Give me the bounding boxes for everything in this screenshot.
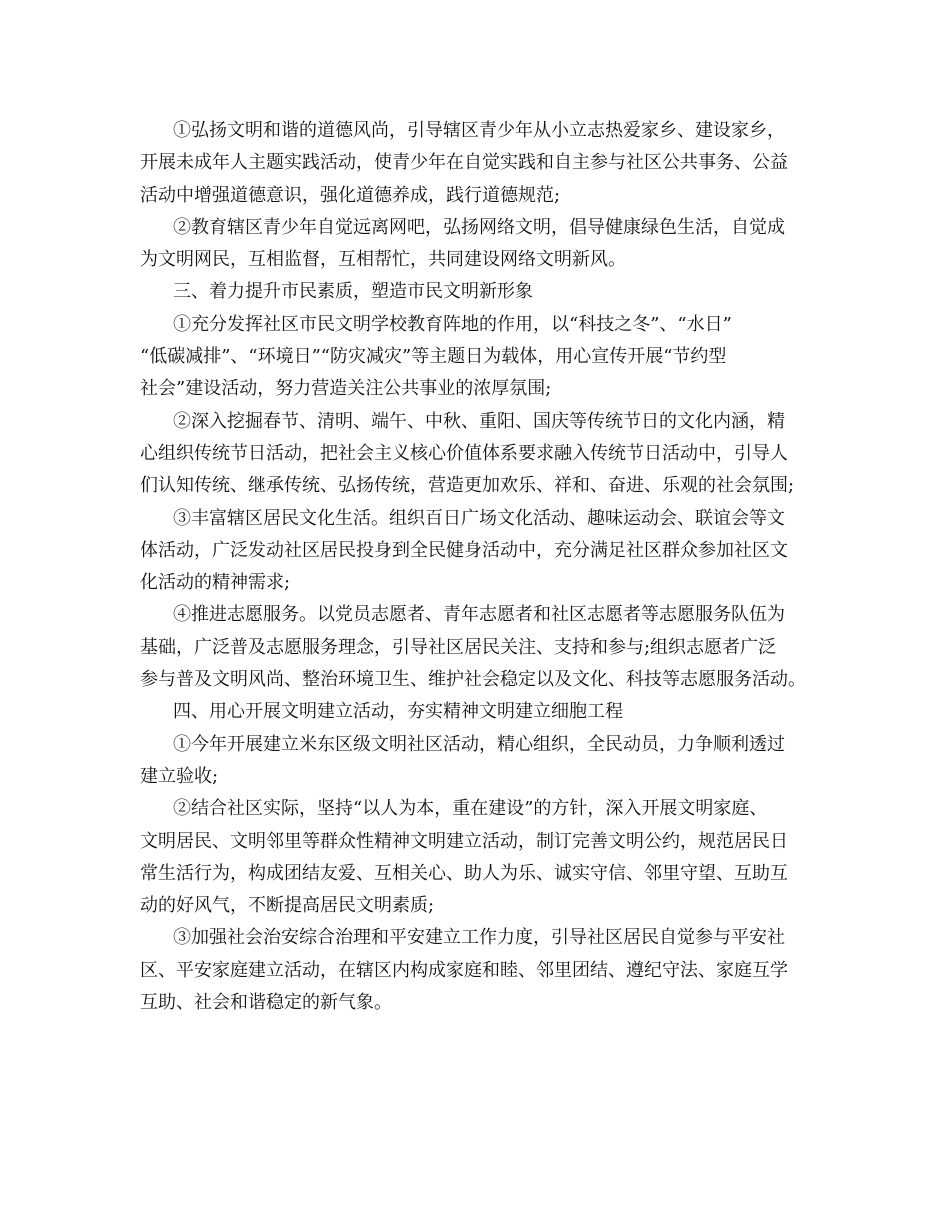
paragraph-line: 文明居民、文明邻里等群众性精神文明建立活动，制订完善文明公约，规范居民日 [140,830,788,852]
paragraph-line: 心组织传统节日活动，把社会主义核心价值体系要求融入传统节日活动中，引导人 [140,442,788,464]
paragraph-first-line: ②结合社区实际，坚持“以人为本，重在建设”的方针，深入开展文明家庭、 [173,798,768,820]
paragraph-line: 基础，广泛普及志愿服务理念，引导社区居民关注、支持和参与;组织志愿者广泛 [140,636,777,658]
paragraph-line: 开展未成年人主题实践活动，使青少年在自觉实践和自主参与社区公共事务、公益 [140,152,788,174]
paragraph-first-line: 三、着力提升市民素质，塑造市民文明新形象 [173,281,533,303]
paragraph-first-line: ③加强社会治安综合治理和平安建立工作力度，引导社区居民自觉参与平安社 [173,927,785,949]
paragraph-first-line: ④推进志愿服务。以党员志愿者、青年志愿者和社区志愿者等志愿服务队伍为 [173,604,785,626]
paragraph-first-line: ②教育辖区青少年自觉远离网吧，弘扬网络文明，倡导健康绿色生活，自觉成 [173,216,785,238]
paragraph-first-line: ③丰富辖区居民文化生活。组织百日广场文化活动、趣味运动会、联谊会等文 [173,507,785,529]
paragraph-line: 常生活行为，构成团结友爱、互相关心、助人为乐、诚实守信、邻里守望、互助互 [140,862,788,884]
paragraph-line: 动的好风气，不断提高居民文明素质; [140,895,435,917]
paragraph-line: 互助、社会和谐稳定的新气象。 [140,992,392,1014]
paragraph-first-line: ①今年开展建立米东区级文明社区活动，精心组织，全民动员，力争顺利透过 [173,733,785,755]
paragraph-line: “低碳减排”、“环境日”“防灾减灾”等主题日为载体，用心宣传开展“节约型 [140,346,727,368]
paragraph-line: 们认知传统、继承传统、弘扬传统，营造更加欢乐、祥和、奋进、乐观的社会氛围; [140,475,795,497]
paragraph-line: 体活动，广泛发动社区居民投身到全民健身活动中，充分满足社区群众参加社区文 [140,539,788,561]
paragraph-line: 化活动的精神需求; [140,572,291,594]
paragraph-first-line: ①弘扬文明和谐的道德风尚，引导辖区青少年从小立志热爱家乡、建设家乡， [173,120,785,141]
paragraph-line: 参与普及文明风尚、整治环境卫生、维护社会稳定以及文化、科技等志愿服务活动。 [140,669,806,691]
paragraph-line: 社会”建设活动，努力营造关注公共事业的浓厚氛围; [140,378,552,400]
paragraph-first-line: ①充分发挥社区市民文明学校教育阵地的作用，以“科技之冬”、“水日” [173,313,732,335]
paragraph-line: 区、平安家庭建立活动，在辖区内构成家庭和睦、邻里团结、遵纪守法、家庭互学 [140,959,788,981]
document-body [140,115,830,1019]
paragraph-line: 活动中增强道德意识，强化道德养成，践行道德规范; [140,184,561,206]
paragraph-line: 建立验收; [140,765,219,787]
paragraph-line: 为文明网民，互相监督，互相帮忙，共同建设网络文明新风。 [140,249,626,271]
paragraph-first-line: ②深入挖掘春节、清明、端午、中秋、重阳、国庆等传统节日的文化内涵，精 [173,410,785,432]
paragraph-first-line: 四、用心开展文明建立活动，夯实精神文明建立细胞工程 [173,701,623,723]
